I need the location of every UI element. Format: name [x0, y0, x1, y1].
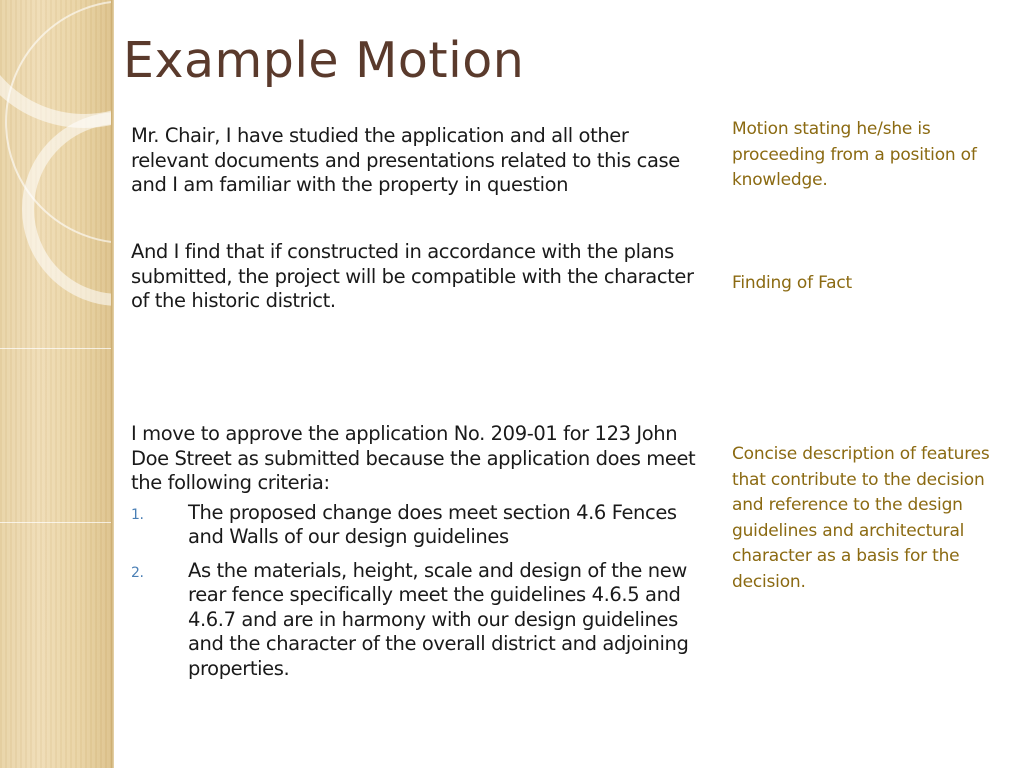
band-divider	[0, 348, 113, 349]
criteria-item	[131, 501, 703, 550]
side-note-knowledge: Motion stating he/she is proceeding from a position of knowledge.	[732, 119, 977, 190]
decorative-side-band	[0, 0, 113, 768]
motion-statement: Mr. Chair, I have studied the application and all other relevant documents and presentations related to this case and I am familiar with the property in question	[131, 124, 680, 196]
motion-approval-block	[131, 422, 703, 690]
motion-statement-block	[131, 124, 703, 198]
slide-title: Example Motion	[123, 32, 525, 89]
side-note-description: Concise description of features that contribute to the decision and reference to the design guidelines and architectural character as a basis for the decision.	[732, 444, 990, 592]
criteria-list	[131, 501, 703, 682]
finding-statement: And I find that if constructed in accordance with the plans submitted, the project will be compatible with the character of the historic district.	[131, 240, 694, 312]
side-note-finding: Finding of Fact	[732, 273, 852, 293]
criteria-item	[131, 559, 703, 682]
finding-block	[131, 240, 703, 314]
band-edge	[111, 0, 114, 768]
criteria-number: 1.	[131, 506, 144, 523]
criteria-text: The proposed change does meet section 4.6 Fences and Walls of our design guidelines	[188, 500, 677, 548]
criteria-text: As the materials, height, scale and design of the new rear fence specifically meet the guidelines 4.6.5 and 4.6.7 and are in harmony with our design guidelines and the character of the overall district and adjoining properties.	[188, 558, 689, 680]
criteria-number: 2.	[131, 564, 144, 581]
approval-statement: I move to approve the application No. 209-01 for 123 John Doe Street as submitted because the application does meet the following criteria:	[131, 422, 696, 494]
band-divider	[0, 522, 113, 523]
